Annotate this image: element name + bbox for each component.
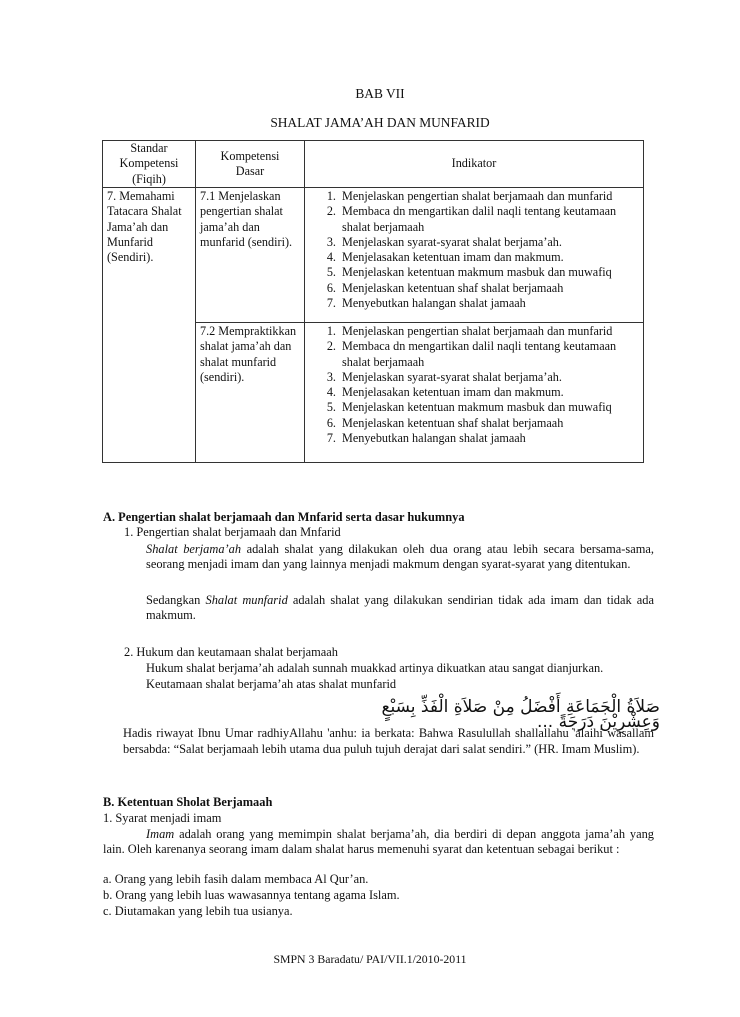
definition-text: adalah shalat yang dilakukan oleh dua orang atau lebih secara bersama-sama, seorang menjadi imam dan yang lainnya menjadi makmum dengan syarat-syarat yang ditentukan. [146, 542, 654, 572]
section-a-item1: 1. Pengertian shalat berjamaah dan Mnfarid [124, 525, 341, 539]
header-standar: Standar Kompetensi (Fiqih) [103, 141, 196, 188]
section-b-heading: B. Ketentuan Sholat Berjamaah [103, 795, 273, 809]
list-item: 7. Menyebutkan halangan shalat jamaah [339, 296, 639, 311]
list-item: 1. Menjelaskan pengertian shalat berjamaah dan munfarid [339, 189, 639, 204]
hukum-text: Hukum shalat berjama’ah adalah sunnah muakkad artinya dikuatkan atau sangat dianjurkan. [146, 661, 604, 675]
table-header-row [103, 141, 644, 188]
list-item: 2. Membaca dn mengartikan dalil naqli tentang keutamaan shalat berjamaah [339, 204, 639, 235]
cell-kd: 7.2 Mempraktikkan shalat jama’ah dan shalat munfarid (sendiri). [196, 323, 305, 463]
chapter-title: BAB VII [355, 86, 405, 101]
definition-berjamaah [146, 542, 654, 572]
cell-kd: 7.1 Menjelaskan pengertian shalat jama’ah dan munfarid (sendiri). [196, 188, 305, 323]
hadis-text: Hadis riwayat Ibnu Umar radhiyAllahu 'anhu: ia berkata: Bahwa Rasulullah shallallahu 'alaihi wasallam bersabda: “Salat berjamaah lebih utama dua puluh tujuh derajat dari salat sendiri.” (HR. Imam Muslim). [123, 726, 654, 756]
arabic-hadith: صَلاَةُ الْجَمَاعَةِ أَفْضَلُ مِنْ صَلاَةِ الْفَذِّ بِسَبْعٍ وَعِشْرِيْنَ دَرَجَةً ... [381, 697, 660, 733]
list-item: 3. Menjelaskan syarat-syarat shalat berjama’ah. [339, 370, 639, 385]
term-munfarid: Shalat munfarid [205, 593, 288, 607]
section-b-item1: 1. Syarat menjadi imam [103, 811, 222, 825]
list-item: 6. Menjelaskan ketentuan shaf shalat berjamaah [339, 416, 639, 431]
list-item: c. Diutamakan yang lebih tua usianya. [103, 904, 293, 918]
list-item: 5. Menjelaskan ketentuan makmum masbuk dan muwafiq [339, 265, 639, 280]
cell-indikator [305, 323, 644, 463]
page-title: SHALAT JAMA’AH DAN MUNFARID [270, 115, 490, 130]
definition-text: adalah orang yang memimpin shalat berjama’ah, dia berdiri di depan anggota jama’ah yang lain. Oleh karenanya seorang imam dalam shalat harus memenuhi syarat dan ketentuan sebagai berikut : [103, 827, 654, 857]
section-a-heading: A. Pengertian shalat berjamaah dan Mnfarid serta dasar hukumnya [103, 510, 465, 524]
list-item: 2. Membaca dn mengartikan dalil naqli tentang keutamaan shalat berjamaah [339, 339, 639, 370]
indicator-list [309, 324, 639, 446]
definition-munfarid [146, 593, 654, 623]
cell-standar: 7. Memahami Tatacara Shalat Jama’ah dan Munfarid (Sendiri). [103, 188, 196, 463]
definition-text: adalah shalat yang dilakukan sendirian tidak ada imam dan tidak ada makmum. [146, 593, 654, 623]
list-item: a. Orang yang lebih fasih dalam membaca Al Qur’an. [103, 872, 369, 886]
indicator-list [309, 189, 639, 311]
table-row [103, 188, 644, 323]
list-item: 7. Menyebutkan halangan shalat jamaah [339, 431, 639, 446]
competency-table [102, 140, 644, 463]
list-item: 3. Menjelaskan syarat-syarat shalat berjama’ah. [339, 235, 639, 250]
definition-prefix: Sedangkan [146, 593, 206, 607]
header-kd: Kompetensi Dasar [196, 141, 305, 188]
header-indikator: Indikator [305, 141, 644, 188]
imam-definition [103, 827, 654, 857]
list-item: b. Orang yang lebih luas wawasannya tentang agama Islam. [103, 888, 400, 902]
list-item: 6. Menjelaskan ketentuan shaf shalat berjamaah [339, 281, 639, 296]
list-item: 1. Menjelaskan pengertian shalat berjamaah dan munfarid [339, 324, 639, 339]
term-berjamaah: Shalat berjama’ah [146, 542, 242, 556]
cell-indikator [305, 188, 644, 323]
page-footer: SMPN 3 Baradatu/ PAI/VII.1/2010-2011 [273, 952, 467, 966]
list-item: 4. Menjelasakan ketentuan imam dan makmum. [339, 250, 639, 265]
list-item: 4. Menjelasakan ketentuan imam dan makmum. [339, 385, 639, 400]
list-item: 5. Menjelaskan ketentuan makmum masbuk dan muwafiq [339, 400, 639, 415]
keutamaan-text: Keutamaan shalat berjama’ah atas shalat munfarid [146, 677, 397, 691]
section-a-item2: 2. Hukum dan keutamaan shalat berjamaah [124, 645, 339, 659]
term-imam: Imam [146, 827, 175, 841]
